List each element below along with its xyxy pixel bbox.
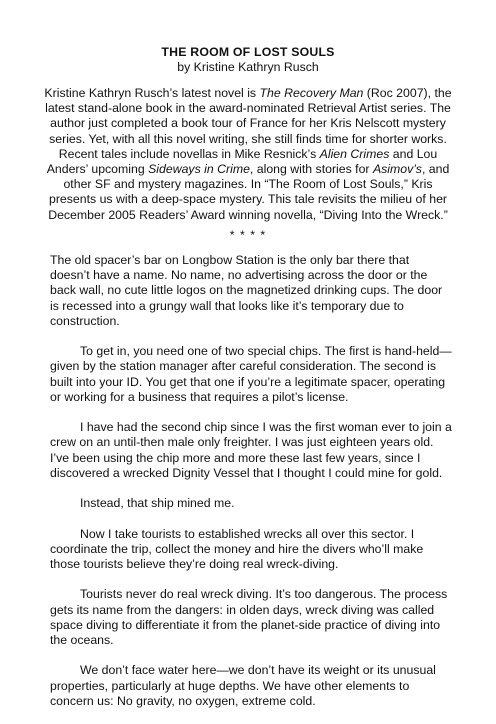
intro-text: Kristine Kathryn Rusch’s latest novel is xyxy=(44,86,260,100)
intro-text: and Lou Anders’ upcoming xyxy=(46,146,438,177)
story-paragraph: Now I take tourists to established wrecks all over this sector. I coordinate the trip, collect the money and hire the divers who’ll make those tourists believe they’re doing real wreck-diving. xyxy=(50,526,424,571)
story-paragraph: The old spacer’s bar on Longbow Station is the only bar there that doesn’t have a name. No name, no advertising across the door or the back wall, no cute little logos on the magnetized drinking cups. The door is recessed into a grungy wall that looks like it’s temporary due to construction. xyxy=(50,253,443,328)
intro-text: (Roc 2007), the latest stand-alone book in the award-nominated Retrieval Artist series. The author just completed a book tour of France for her Kris Nelscott mystery series. Yet, with all this novel writing, she still finds time for shorter works. Recent tales include novellas in Mike Resnick’s xyxy=(45,86,452,161)
story-paragraph: We don’t face water here—we don’t have its weight or its unusual properties, particularly at huge depths. We have other elements to concern us: No gravity, no oxygen, extreme cold. xyxy=(50,663,436,708)
story-paragraph: To get in, you need one of two special chips. The first is hand-held—given by the station manager after careful consideration. The second is built into your ID. You get that one if you’re a legitimate spacer, operating or working for a business that requires a pilot’s license. xyxy=(50,344,452,404)
story-byline: by Kristine Kathryn Rusch xyxy=(177,60,319,74)
story-paragraph: I have had the second chip since I was the first woman ever to join a crew on an until-then male only freighter. I was just eighteen years old. I’ve been using the chip more and more these last few years, since I discovered a wrecked Dignity Vessel that I thought I could mine for gold. xyxy=(50,420,452,480)
italic-title-text: Alien Crimes xyxy=(319,146,390,161)
story-body xyxy=(50,253,452,724)
section-separator: * * * * xyxy=(229,228,267,242)
story-title: THE ROOM OF LOST SOULS xyxy=(161,45,335,59)
italic-title-text: The Recovery Man xyxy=(259,86,364,100)
intro-text: , and other SF and mystery magazines. In “The Room of Lost Souls,” Kris presents us with a deep-space mystery. This tale revisits the milieu of her December 2005 Readers’ Award winning novella, “Diving Into the Wreck.” xyxy=(48,162,450,222)
italic-title-text: Sideways in Crime xyxy=(148,162,250,177)
story-paragraph: Tourists never do real wreck diving. It’s too dangerous. The process gets its name from the dangers: in olden days, wreck diving was called space diving to differentiate it from the planet-side practice of diving into the oceans. xyxy=(50,587,448,647)
story-paragraph: Instead, that ship mined me. xyxy=(80,496,235,511)
author-introduction xyxy=(44,86,452,223)
intro-text: , along with stories for xyxy=(249,162,373,177)
italic-title-text: Asimov’s xyxy=(372,162,422,177)
